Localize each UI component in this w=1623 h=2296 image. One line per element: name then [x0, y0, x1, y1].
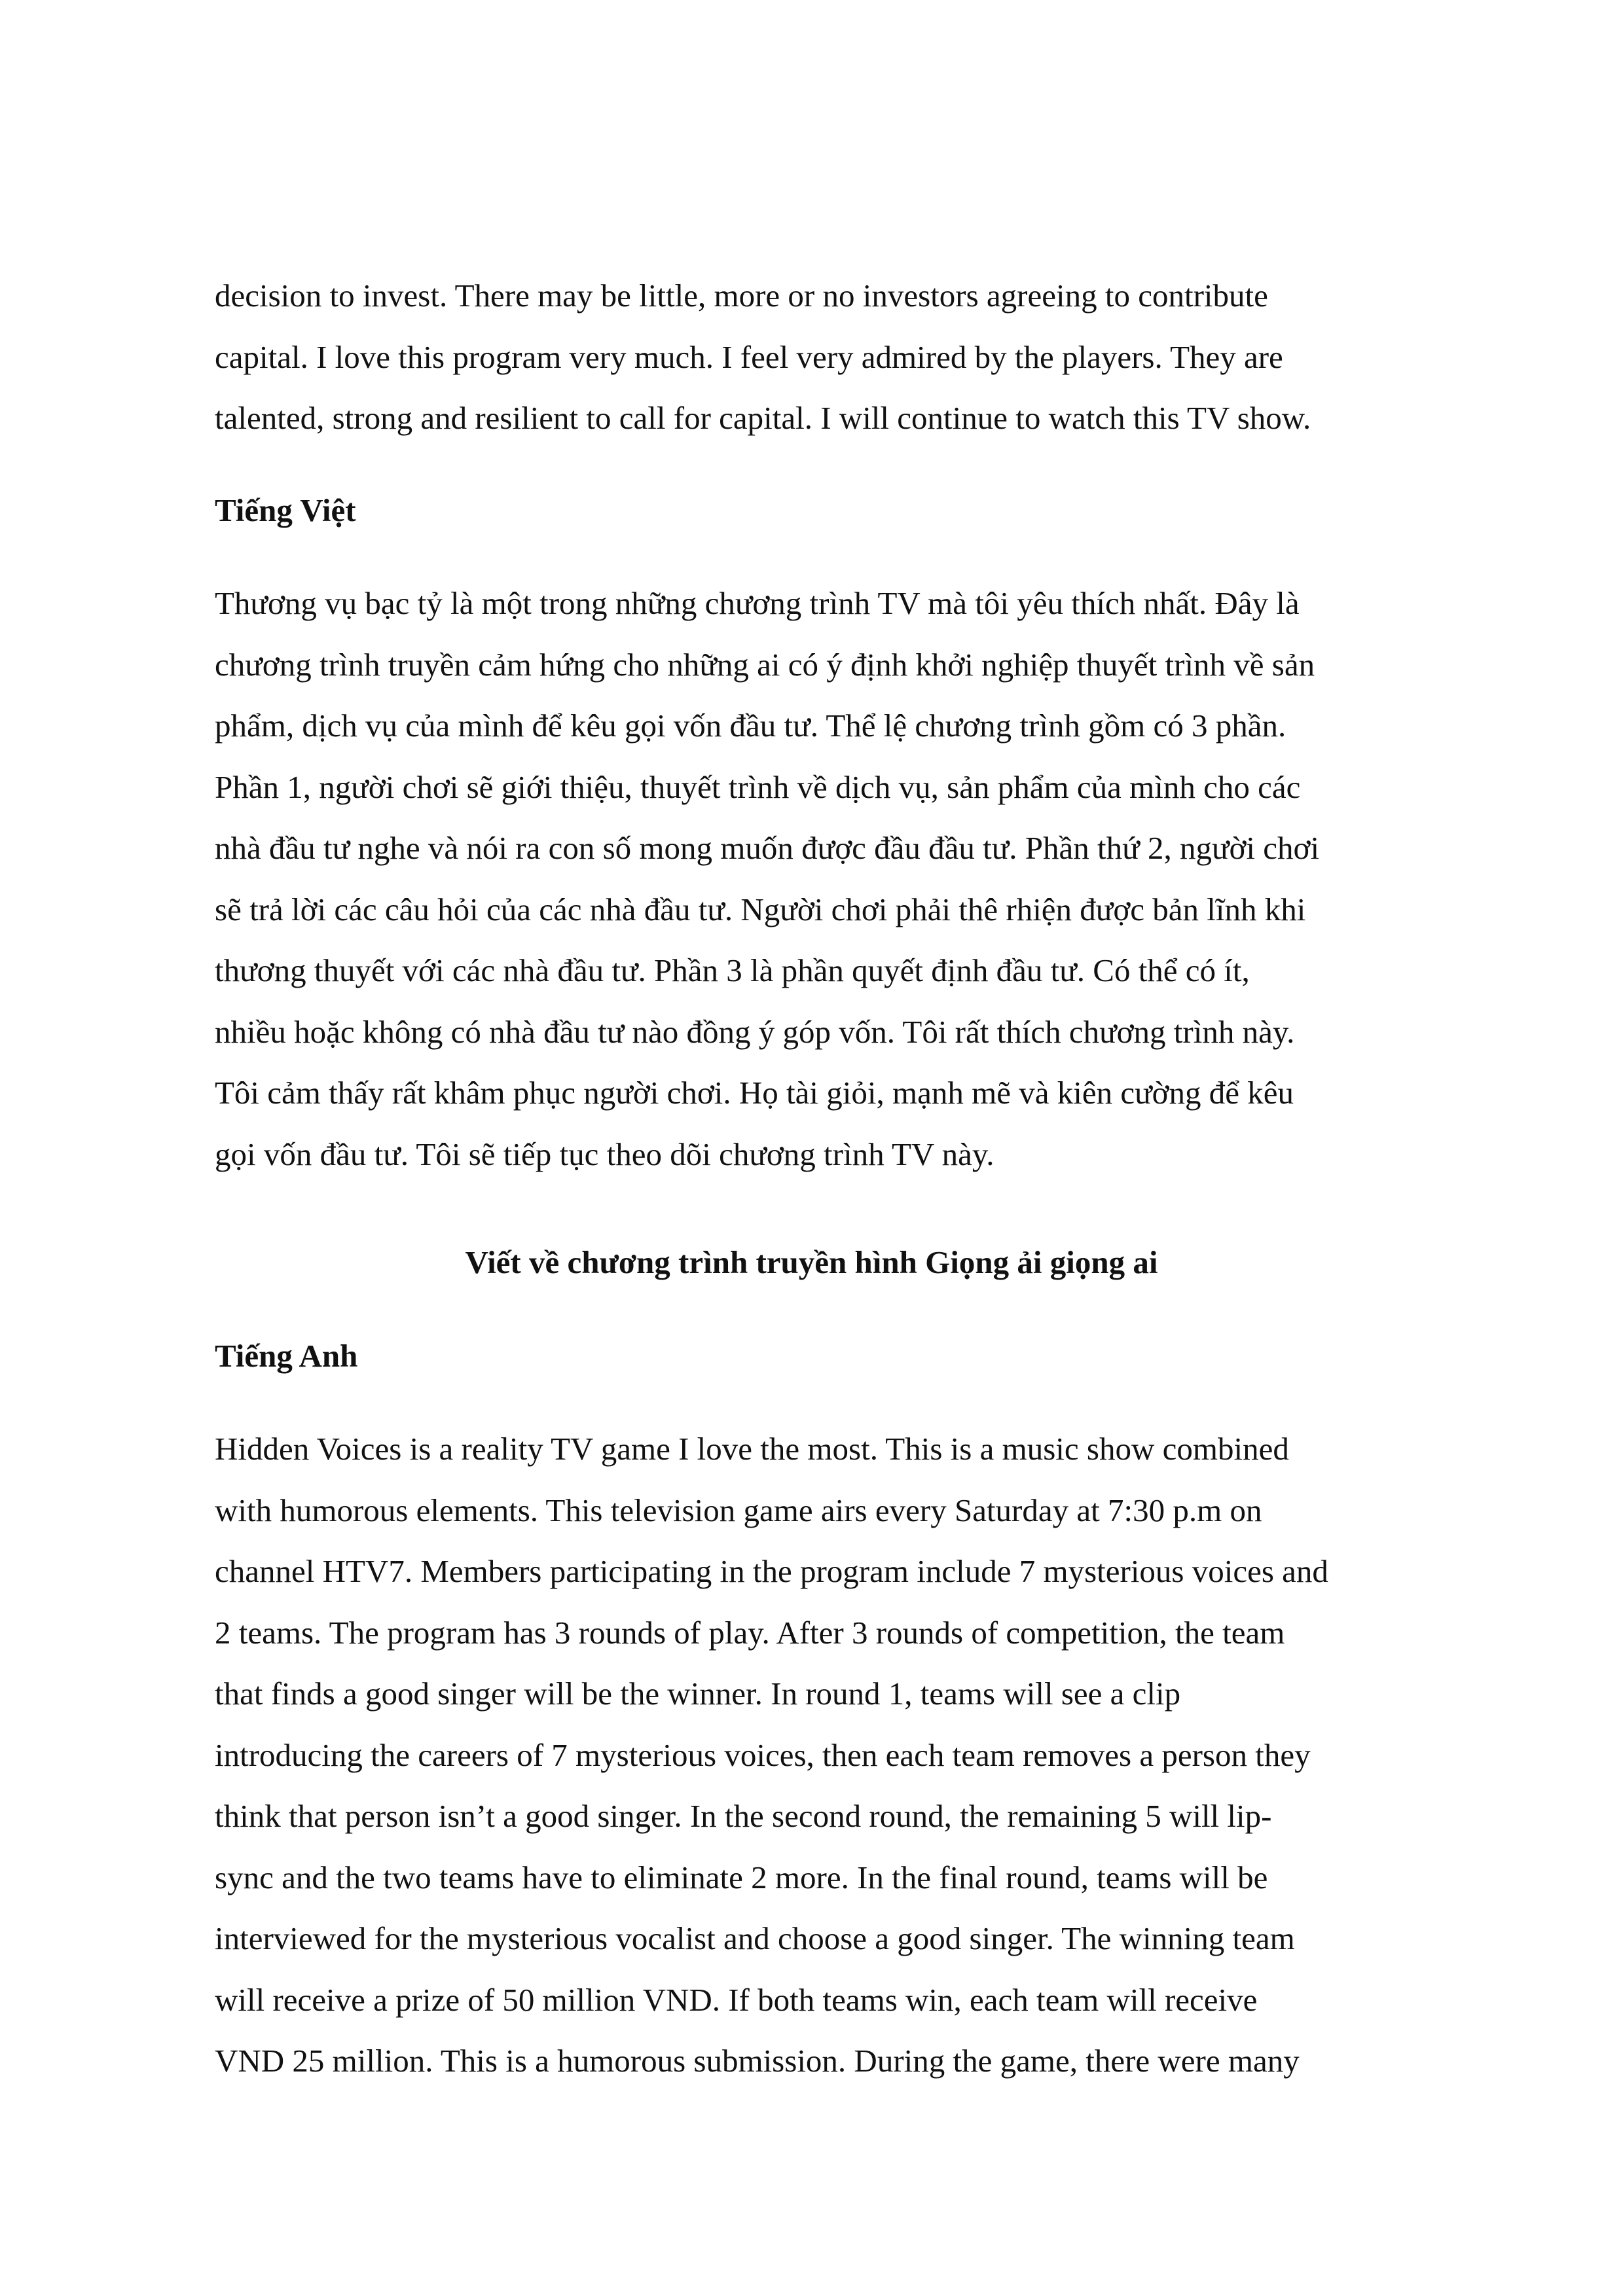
text-line: that finds a good singer will be the winner. In round 1, teams will see a clip — [215, 1676, 1181, 1712]
text-line: sync and the two teams have to eliminate 2 more. In the final round, teams will be — [215, 1859, 1268, 1895]
text-line: Phần 1, người chơi sẽ giới thiệu, thuyết trình về dịch vụ, sản phẩm của mình cho các — [215, 768, 1301, 805]
text-line: thương thuyết với các nhà đầu tư. Phần 3 là phần quyết định đầu tư. Có thể có ít, — [215, 952, 1250, 988]
heading-vietnamese: Tiếng Việt — [215, 492, 356, 528]
text-line: channel HTV7. Members participating in the program include 7 mysterious voices and — [215, 1553, 1328, 1589]
section-title: Viết về chương trình truyền hình Giọng ải giọng ai — [465, 1244, 1158, 1280]
text-line: think that person isn’t a good singer. In the second round, the remaining 5 will lip- — [215, 1798, 1272, 1834]
text-line: with humorous elements. This television game airs every Saturday at 7:30 p.m on — [215, 1492, 1262, 1528]
text-line: Tôi cảm thấy rất khâm phục người chơi. Họ tài giỏi, mạnh mẽ và kiên cường để kêu — [215, 1075, 1294, 1111]
text-line: sẽ trả lời các câu hỏi của các nhà đầu tư. Người chơi phải thê rhiện được bản lĩnh khi — [215, 891, 1306, 927]
intro-paragraph — [215, 265, 1459, 449]
text-line: phẩm, dịch vụ của mình để kêu gọi vốn đầu tư. Thể lệ chương trình gồm có 3 phần. — [215, 708, 1286, 744]
text-line: decision to invest. There may be little, more or no investors agreeing to contribute — [215, 278, 1268, 314]
text-line: will receive a prize of 50 million VND. If both teams win, each team will receive — [215, 1981, 1258, 2018]
text-line: Thương vụ bạc tỷ là một trong những chương trình TV mà tôi yêu thích nhất. Đây là — [215, 585, 1300, 621]
text-line: interviewed for the mysterious vocalist and choose a good singer. The winning team — [215, 1920, 1295, 1956]
text-line: nhiều hoặc không có nhà đầu tư nào đồng ý góp vốn. Tôi rất thích chương trình này. — [215, 1013, 1295, 1050]
text-line: chương trình truyền cảm hứng cho những ai có ý định khởi nghiệp thuyết trình về sản — [215, 646, 1315, 683]
text-line: 2 teams. The program has 3 rounds of play. After 3 rounds of competition, the team — [215, 1614, 1285, 1651]
vietnamese-paragraph — [215, 573, 1459, 1185]
text-line: VND 25 million. This is a humorous submission. During the game, there were many — [215, 2043, 1300, 2079]
english-paragraph — [215, 1418, 1459, 2092]
text-line: talented, strong and resilient to call for capital. I will continue to watch this TV show. — [215, 400, 1311, 436]
text-line: introducing the careers of 7 mysterious voices, then each team removes a person they — [215, 1736, 1311, 1773]
text-line: Hidden Voices is a reality TV game I love the most. This is a music show combined — [215, 1431, 1289, 1467]
heading-english: Tiếng Anh — [215, 1338, 358, 1374]
text-line: gọi vốn đầu tư. Tôi sẽ tiếp tục theo dõi chương trình TV này. — [215, 1136, 994, 1172]
text-line: capital. I love this program very much. I feel very admired by the players. They are — [215, 338, 1283, 375]
text-line: nhà đầu tư nghe và nói ra con số mong muốn được đầu đầu tư. Phần thứ 2, người chơi — [215, 830, 1320, 866]
